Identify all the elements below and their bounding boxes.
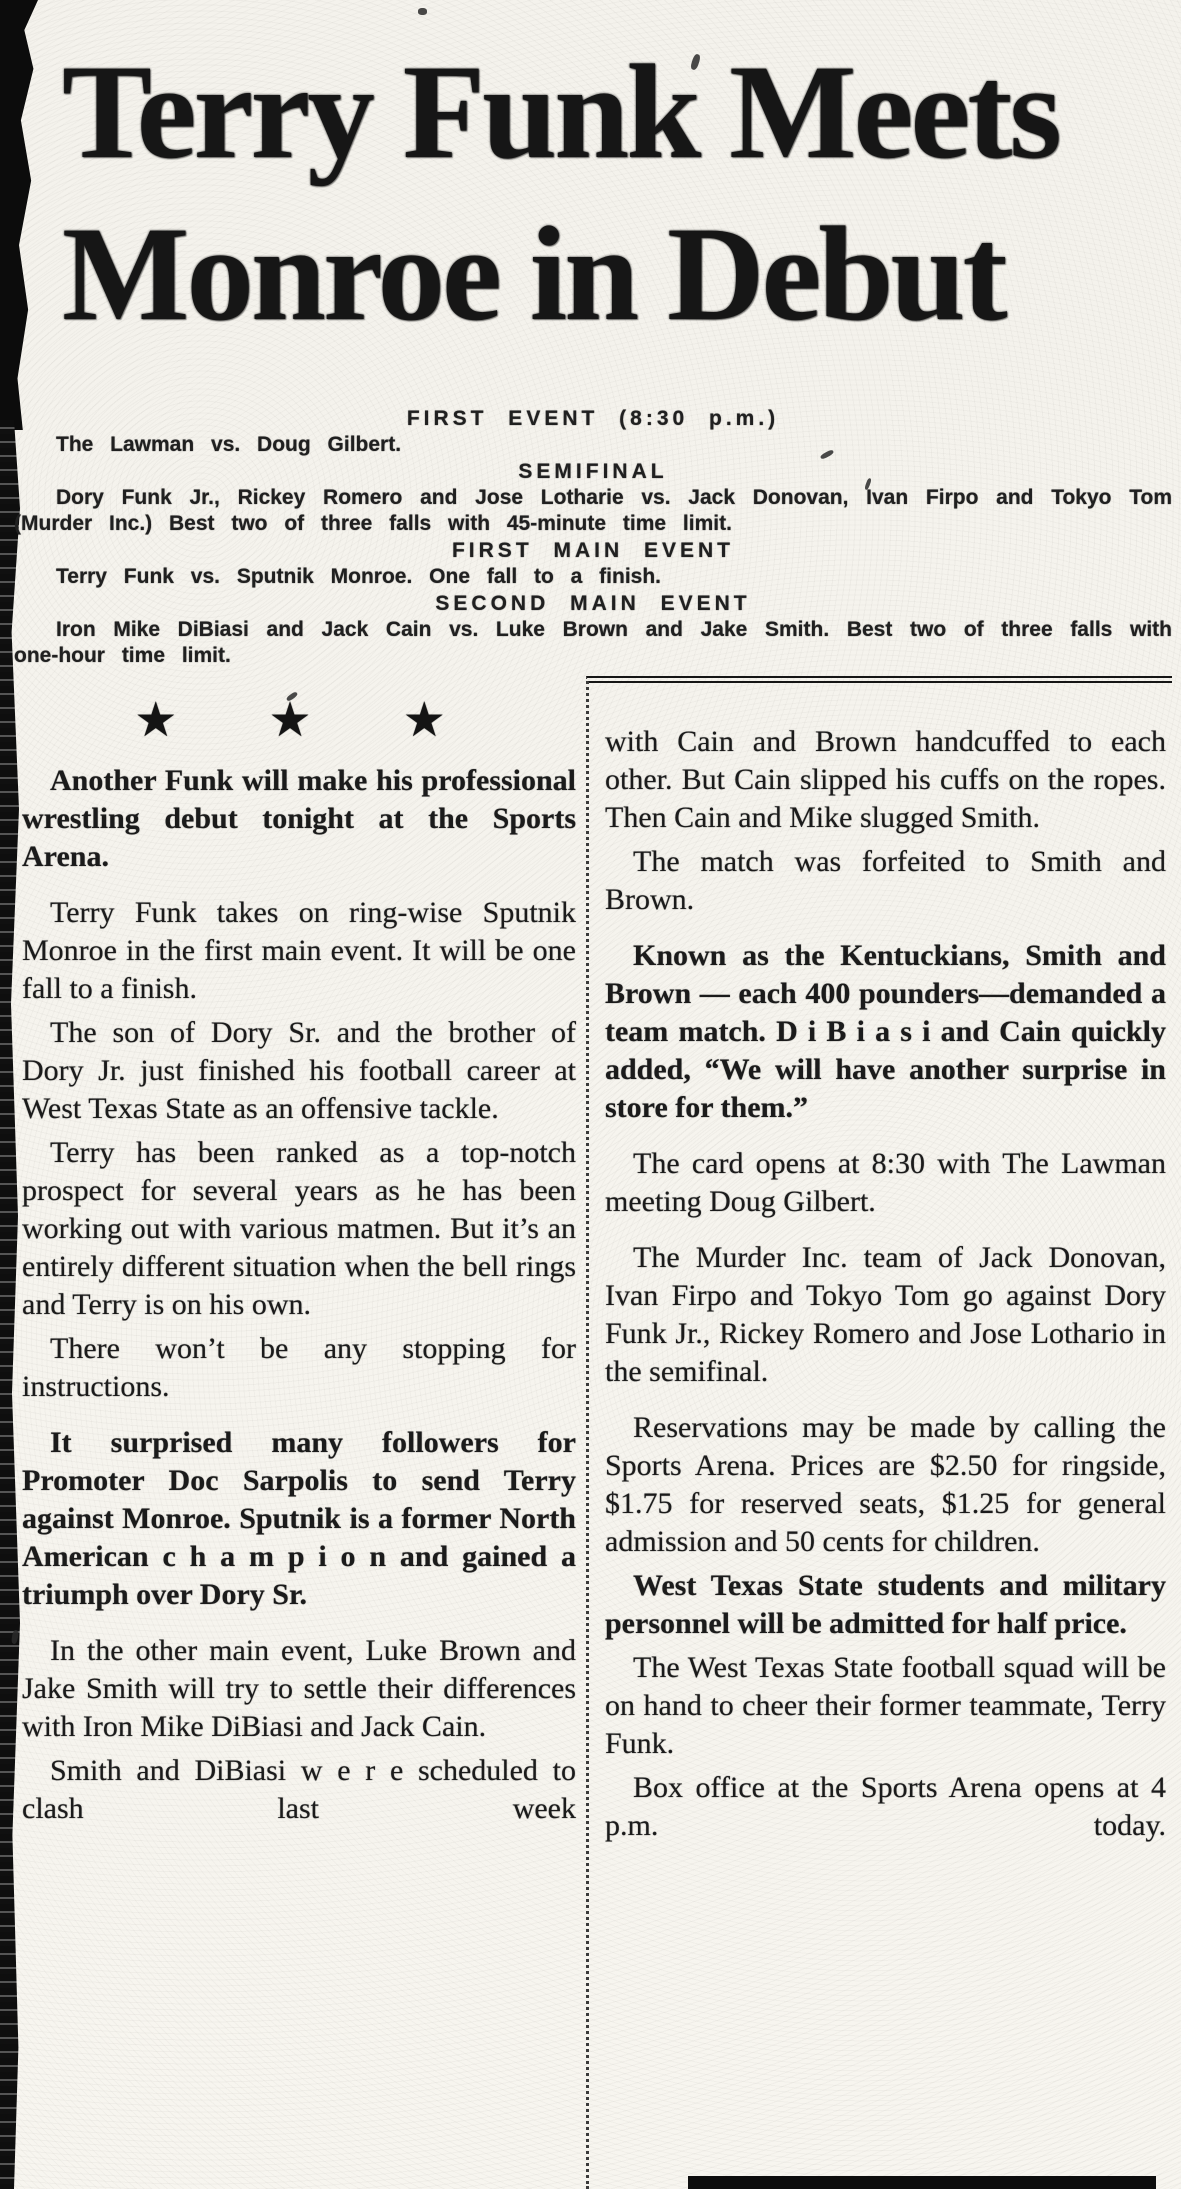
article-column-left <box>14 676 586 2189</box>
scan-edge-strip-top <box>0 0 38 430</box>
article-paragraph: The card opens at 8:30 with The Lawman meeting Doug Gilbert. <box>605 1147 1166 1218</box>
event-matchup: The Lawman vs. Doug Gilbert. <box>56 433 402 456</box>
article-paragraph: Reservations may be made by calling the Sports Arena. Prices are $2.50 for ringside, $1.75 for reserved seats, $1.25 for general admission and 50 cents for children. <box>605 1411 1166 1558</box>
article-paragraph: There won’t be any stopping for instructions. <box>22 1332 576 1403</box>
article-paragraph: The son of Dory Sr. and the brother of Dory Jr. just finished his football career at West Texas State as an offensive tackle. <box>22 1016 576 1125</box>
article-paragraph: Box office at the Sports Arena opens at 4 p.m. today. <box>605 1771 1166 1842</box>
event-matchup: Dory Funk Jr., Rickey Romero and Jose Lotharie vs. Jack Donovan, Ivan Firpo and Tokyo Tom (Murder Inc.) Best two of three falls with 45-minute time limit. <box>14 486 1172 535</box>
fight-card-section <box>14 591 1172 669</box>
article-columns <box>14 676 1172 2189</box>
ink-speck <box>418 8 427 15</box>
fight-card-section <box>14 459 1172 537</box>
event-heading: FIRST MAIN EVENT <box>451 539 734 562</box>
article-paragraph: The Murder Inc. team of Jack Donovan, Ivan Firpo and Tokyo Tom go against Dory Funk Jr., Rickey Romero and Jose Lothario in the semifinal. <box>605 1241 1166 1388</box>
event-heading: FIRST EVENT (8:30 p.m.) <box>406 407 780 430</box>
headline-line-2: Monroe in Debut <box>62 200 1005 349</box>
article-paragraph: The West Texas State football squad will be on hand to cheer their former teammate, Terry Funk. <box>605 1651 1166 1760</box>
event-heading: SECOND MAIN EVENT <box>435 592 751 615</box>
triple-star-divider: ★ ★ ★ <box>134 692 484 748</box>
article-paragraph: Known as the Kentuckians, Smith and Brown — each 400 pounders—demanded a team match. D i B i a s i and Cain quickly added, “We will have another surprise in store for them.” <box>605 939 1166 1124</box>
article-column-right <box>586 676 1172 2189</box>
headline <box>62 38 1162 350</box>
article-paragraph: West Texas State students and military personnel will be admitted for half price. <box>605 1569 1166 1640</box>
event-matchup: Iron Mike DiBiasi and Jack Cain vs. Luke Brown and Jake Smith. Best two of three falls with one-hour time limit. <box>14 618 1172 667</box>
event-heading: SEMIFINAL <box>518 460 668 483</box>
fight-card-section <box>14 538 1172 590</box>
fight-card-section <box>14 406 1172 458</box>
article-paragraph: The match was forfeited to Smith and Brown. <box>605 845 1166 916</box>
article-paragraph: In the other main event, Luke Brown and Jake Smith will try to settle their differences with Iron Mike DiBiasi and Jack Cain. <box>22 1634 576 1743</box>
event-matchup: Terry Funk vs. Sputnik Monroe. One fall to a finish. <box>56 565 662 588</box>
article-paragraph: Terry has been ranked as a top-notch prospect for several years as he has been working out with various matmen. But it’s an entirely different situation when the bell rings and Terry is on his own. <box>22 1136 576 1321</box>
headline-line-1: Terry Funk Meets <box>62 38 1059 187</box>
article-paragraph: Smith and DiBiasi w e r e scheduled to clash last week <box>22 1754 576 1825</box>
article-paragraph: Terry Funk takes on ring-wise Sputnik Monroe in the first main event. It will be one fall to a finish. <box>22 896 576 1005</box>
article-paragraph: It surprised many followers for Promoter Doc Sarpolis to send Terry against Monroe. Sputnik is a former North American c h a m p i o n and gained a triumph over Dory Sr. <box>22 1426 576 1611</box>
fight-card <box>14 406 1172 670</box>
article-paragraph: with Cain and Brown handcuffed to each other. But Cain slipped his cuffs on the ropes. Then Cain and Mike slugged Smith. <box>605 725 1166 834</box>
article-paragraph: Another Funk will make his professional wrestling debut tonight at the Sports Arena. <box>22 764 576 873</box>
